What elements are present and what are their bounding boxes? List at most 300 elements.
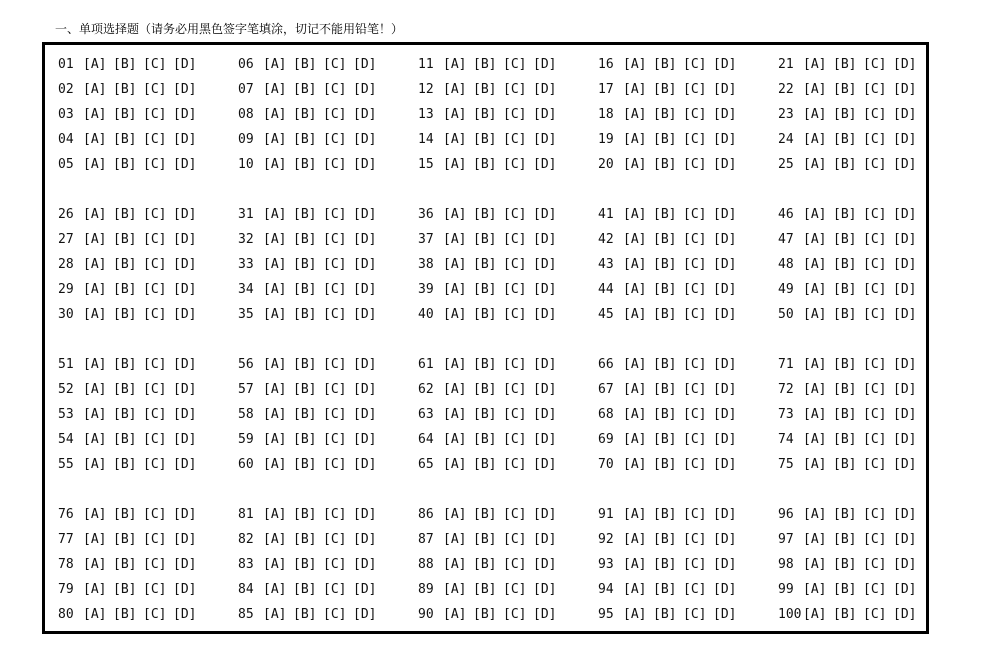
option-c-bubble[interactable]: [C]: [683, 107, 707, 122]
option-d-bubble[interactable]: [D]: [173, 282, 197, 297]
option-c-bubble[interactable]: [C]: [683, 257, 707, 272]
option-d-bubble[interactable]: [D]: [893, 357, 917, 372]
option-c-bubble[interactable]: [C]: [683, 432, 707, 447]
option-a-bubble[interactable]: [A]: [263, 432, 287, 447]
option-c-bubble[interactable]: [C]: [863, 157, 887, 172]
option-b-bubble[interactable]: [B]: [653, 532, 677, 547]
option-b-bubble[interactable]: [B]: [473, 582, 497, 597]
option-b-bubble[interactable]: [B]: [473, 432, 497, 447]
option-c-bubble[interactable]: [C]: [143, 132, 167, 147]
option-c-bubble[interactable]: [C]: [323, 507, 347, 522]
option-a-bubble[interactable]: [A]: [263, 132, 287, 147]
option-c-bubble[interactable]: [C]: [503, 557, 527, 572]
option-a-bubble[interactable]: [A]: [443, 357, 467, 372]
option-c-bubble[interactable]: [C]: [143, 432, 167, 447]
option-b-bubble[interactable]: [B]: [293, 232, 317, 247]
option-d-bubble[interactable]: [D]: [893, 107, 917, 122]
option-d-bubble[interactable]: [D]: [173, 407, 197, 422]
option-b-bubble[interactable]: [B]: [833, 82, 857, 97]
option-d-bubble[interactable]: [D]: [893, 557, 917, 572]
option-a-bubble[interactable]: [A]: [83, 582, 107, 597]
option-d-bubble[interactable]: [D]: [173, 432, 197, 447]
option-a-bubble[interactable]: [A]: [803, 432, 827, 447]
option-d-bubble[interactable]: [D]: [713, 232, 737, 247]
option-d-bubble[interactable]: [D]: [173, 257, 197, 272]
option-b-bubble[interactable]: [B]: [653, 407, 677, 422]
option-d-bubble[interactable]: [D]: [533, 532, 557, 547]
option-d-bubble[interactable]: [D]: [533, 57, 557, 72]
option-c-bubble[interactable]: [C]: [683, 607, 707, 622]
option-d-bubble[interactable]: [D]: [353, 432, 377, 447]
option-d-bubble[interactable]: [D]: [893, 582, 917, 597]
option-a-bubble[interactable]: [A]: [623, 132, 647, 147]
option-a-bubble[interactable]: [A]: [803, 607, 827, 622]
option-c-bubble[interactable]: [C]: [323, 57, 347, 72]
option-a-bubble[interactable]: [A]: [803, 582, 827, 597]
option-b-bubble[interactable]: [B]: [293, 257, 317, 272]
option-c-bubble[interactable]: [C]: [863, 82, 887, 97]
option-c-bubble[interactable]: [C]: [683, 582, 707, 597]
option-c-bubble[interactable]: [C]: [683, 207, 707, 222]
option-c-bubble[interactable]: [C]: [683, 82, 707, 97]
option-a-bubble[interactable]: [A]: [263, 82, 287, 97]
option-d-bubble[interactable]: [D]: [353, 357, 377, 372]
option-b-bubble[interactable]: [B]: [473, 357, 497, 372]
option-d-bubble[interactable]: [D]: [353, 57, 377, 72]
option-b-bubble[interactable]: [B]: [653, 357, 677, 372]
option-c-bubble[interactable]: [C]: [683, 157, 707, 172]
option-a-bubble[interactable]: [A]: [443, 57, 467, 72]
option-d-bubble[interactable]: [D]: [353, 107, 377, 122]
option-b-bubble[interactable]: [B]: [833, 207, 857, 222]
option-b-bubble[interactable]: [B]: [293, 357, 317, 372]
option-a-bubble[interactable]: [A]: [443, 257, 467, 272]
option-d-bubble[interactable]: [D]: [173, 107, 197, 122]
option-b-bubble[interactable]: [B]: [833, 382, 857, 397]
option-d-bubble[interactable]: [D]: [713, 457, 737, 472]
option-c-bubble[interactable]: [C]: [503, 532, 527, 547]
option-d-bubble[interactable]: [D]: [533, 257, 557, 272]
option-d-bubble[interactable]: [D]: [533, 132, 557, 147]
option-d-bubble[interactable]: [D]: [173, 557, 197, 572]
option-b-bubble[interactable]: [B]: [293, 407, 317, 422]
option-c-bubble[interactable]: [C]: [683, 357, 707, 372]
option-b-bubble[interactable]: [B]: [833, 57, 857, 72]
option-a-bubble[interactable]: [A]: [803, 407, 827, 422]
option-a-bubble[interactable]: [A]: [83, 207, 107, 222]
option-d-bubble[interactable]: [D]: [713, 282, 737, 297]
option-b-bubble[interactable]: [B]: [473, 557, 497, 572]
option-a-bubble[interactable]: [A]: [83, 507, 107, 522]
option-d-bubble[interactable]: [D]: [353, 82, 377, 97]
option-d-bubble[interactable]: [D]: [173, 57, 197, 72]
option-d-bubble[interactable]: [D]: [353, 232, 377, 247]
option-a-bubble[interactable]: [A]: [443, 607, 467, 622]
option-c-bubble[interactable]: [C]: [323, 157, 347, 172]
option-d-bubble[interactable]: [D]: [353, 257, 377, 272]
option-c-bubble[interactable]: [C]: [143, 232, 167, 247]
option-c-bubble[interactable]: [C]: [323, 307, 347, 322]
option-d-bubble[interactable]: [D]: [713, 382, 737, 397]
option-c-bubble[interactable]: [C]: [683, 557, 707, 572]
option-c-bubble[interactable]: [C]: [143, 407, 167, 422]
option-b-bubble[interactable]: [B]: [113, 57, 137, 72]
option-d-bubble[interactable]: [D]: [713, 107, 737, 122]
option-d-bubble[interactable]: [D]: [713, 57, 737, 72]
option-b-bubble[interactable]: [B]: [653, 557, 677, 572]
option-c-bubble[interactable]: [C]: [503, 107, 527, 122]
option-d-bubble[interactable]: [D]: [893, 282, 917, 297]
option-c-bubble[interactable]: [C]: [683, 382, 707, 397]
option-c-bubble[interactable]: [C]: [143, 57, 167, 72]
option-d-bubble[interactable]: [D]: [713, 307, 737, 322]
option-a-bubble[interactable]: [A]: [83, 532, 107, 547]
option-d-bubble[interactable]: [D]: [713, 507, 737, 522]
option-d-bubble[interactable]: [D]: [713, 132, 737, 147]
option-b-bubble[interactable]: [B]: [473, 457, 497, 472]
option-a-bubble[interactable]: [A]: [443, 507, 467, 522]
option-b-bubble[interactable]: [B]: [833, 407, 857, 422]
option-c-bubble[interactable]: [C]: [683, 532, 707, 547]
option-d-bubble[interactable]: [D]: [893, 507, 917, 522]
option-a-bubble[interactable]: [A]: [83, 457, 107, 472]
option-d-bubble[interactable]: [D]: [353, 157, 377, 172]
option-b-bubble[interactable]: [B]: [653, 432, 677, 447]
option-a-bubble[interactable]: [A]: [803, 157, 827, 172]
option-c-bubble[interactable]: [C]: [143, 157, 167, 172]
option-d-bubble[interactable]: [D]: [713, 532, 737, 547]
option-c-bubble[interactable]: [C]: [143, 582, 167, 597]
option-d-bubble[interactable]: [D]: [893, 57, 917, 72]
option-c-bubble[interactable]: [C]: [143, 107, 167, 122]
option-d-bubble[interactable]: [D]: [893, 207, 917, 222]
option-a-bubble[interactable]: [A]: [803, 557, 827, 572]
option-b-bubble[interactable]: [B]: [653, 507, 677, 522]
option-a-bubble[interactable]: [A]: [443, 107, 467, 122]
option-d-bubble[interactable]: [D]: [173, 307, 197, 322]
option-d-bubble[interactable]: [D]: [533, 207, 557, 222]
option-d-bubble[interactable]: [D]: [893, 532, 917, 547]
option-d-bubble[interactable]: [D]: [533, 582, 557, 597]
option-c-bubble[interactable]: [C]: [503, 582, 527, 597]
option-d-bubble[interactable]: [D]: [173, 132, 197, 147]
option-d-bubble[interactable]: [D]: [173, 82, 197, 97]
option-b-bubble[interactable]: [B]: [473, 257, 497, 272]
option-c-bubble[interactable]: [C]: [323, 107, 347, 122]
option-a-bubble[interactable]: [A]: [623, 257, 647, 272]
option-b-bubble[interactable]: [B]: [473, 157, 497, 172]
option-d-bubble[interactable]: [D]: [173, 157, 197, 172]
option-c-bubble[interactable]: [C]: [683, 132, 707, 147]
option-a-bubble[interactable]: [A]: [803, 307, 827, 322]
option-a-bubble[interactable]: [A]: [623, 82, 647, 97]
option-d-bubble[interactable]: [D]: [353, 382, 377, 397]
option-c-bubble[interactable]: [C]: [683, 407, 707, 422]
option-d-bubble[interactable]: [D]: [173, 607, 197, 622]
option-d-bubble[interactable]: [D]: [713, 82, 737, 97]
option-d-bubble[interactable]: [D]: [353, 282, 377, 297]
option-c-bubble[interactable]: [C]: [503, 307, 527, 322]
option-a-bubble[interactable]: [A]: [263, 57, 287, 72]
option-a-bubble[interactable]: [A]: [443, 407, 467, 422]
option-c-bubble[interactable]: [C]: [863, 57, 887, 72]
option-b-bubble[interactable]: [B]: [473, 607, 497, 622]
option-a-bubble[interactable]: [A]: [263, 457, 287, 472]
option-b-bubble[interactable]: [B]: [293, 582, 317, 597]
option-a-bubble[interactable]: [A]: [443, 232, 467, 247]
option-b-bubble[interactable]: [B]: [293, 307, 317, 322]
option-a-bubble[interactable]: [A]: [803, 457, 827, 472]
option-c-bubble[interactable]: [C]: [143, 457, 167, 472]
option-b-bubble[interactable]: [B]: [833, 607, 857, 622]
option-d-bubble[interactable]: [D]: [353, 507, 377, 522]
option-c-bubble[interactable]: [C]: [503, 207, 527, 222]
option-a-bubble[interactable]: [A]: [263, 207, 287, 222]
option-a-bubble[interactable]: [A]: [443, 532, 467, 547]
option-d-bubble[interactable]: [D]: [353, 457, 377, 472]
option-b-bubble[interactable]: [B]: [473, 307, 497, 322]
option-d-bubble[interactable]: [D]: [533, 382, 557, 397]
option-d-bubble[interactable]: [D]: [893, 307, 917, 322]
option-b-bubble[interactable]: [B]: [113, 532, 137, 547]
option-d-bubble[interactable]: [D]: [713, 432, 737, 447]
option-d-bubble[interactable]: [D]: [533, 432, 557, 447]
option-c-bubble[interactable]: [C]: [683, 457, 707, 472]
option-c-bubble[interactable]: [C]: [323, 532, 347, 547]
option-b-bubble[interactable]: [B]: [293, 457, 317, 472]
option-a-bubble[interactable]: [A]: [263, 357, 287, 372]
option-b-bubble[interactable]: [B]: [653, 232, 677, 247]
option-b-bubble[interactable]: [B]: [113, 357, 137, 372]
option-c-bubble[interactable]: [C]: [323, 232, 347, 247]
option-c-bubble[interactable]: [C]: [863, 557, 887, 572]
option-b-bubble[interactable]: [B]: [833, 282, 857, 297]
option-a-bubble[interactable]: [A]: [263, 607, 287, 622]
option-d-bubble[interactable]: [D]: [893, 607, 917, 622]
option-a-bubble[interactable]: [A]: [623, 157, 647, 172]
option-a-bubble[interactable]: [A]: [443, 82, 467, 97]
option-d-bubble[interactable]: [D]: [533, 357, 557, 372]
option-a-bubble[interactable]: [A]: [623, 307, 647, 322]
option-b-bubble[interactable]: [B]: [833, 157, 857, 172]
option-b-bubble[interactable]: [B]: [653, 582, 677, 597]
option-c-bubble[interactable]: [C]: [683, 232, 707, 247]
option-d-bubble[interactable]: [D]: [533, 82, 557, 97]
option-b-bubble[interactable]: [B]: [473, 407, 497, 422]
option-b-bubble[interactable]: [B]: [653, 382, 677, 397]
option-a-bubble[interactable]: [A]: [263, 532, 287, 547]
option-d-bubble[interactable]: [D]: [173, 507, 197, 522]
option-a-bubble[interactable]: [A]: [443, 457, 467, 472]
option-c-bubble[interactable]: [C]: [863, 307, 887, 322]
option-b-bubble[interactable]: [B]: [653, 132, 677, 147]
option-a-bubble[interactable]: [A]: [263, 307, 287, 322]
option-b-bubble[interactable]: [B]: [113, 107, 137, 122]
option-b-bubble[interactable]: [B]: [653, 82, 677, 97]
option-d-bubble[interactable]: [D]: [893, 82, 917, 97]
option-d-bubble[interactable]: [D]: [533, 457, 557, 472]
option-a-bubble[interactable]: [A]: [803, 282, 827, 297]
option-d-bubble[interactable]: [D]: [533, 107, 557, 122]
option-d-bubble[interactable]: [D]: [893, 407, 917, 422]
option-d-bubble[interactable]: [D]: [173, 357, 197, 372]
option-b-bubble[interactable]: [B]: [653, 457, 677, 472]
option-b-bubble[interactable]: [B]: [113, 257, 137, 272]
option-b-bubble[interactable]: [B]: [293, 382, 317, 397]
option-a-bubble[interactable]: [A]: [443, 432, 467, 447]
option-a-bubble[interactable]: [A]: [803, 107, 827, 122]
option-c-bubble[interactable]: [C]: [503, 282, 527, 297]
option-c-bubble[interactable]: [C]: [323, 607, 347, 622]
option-b-bubble[interactable]: [B]: [653, 157, 677, 172]
option-a-bubble[interactable]: [A]: [83, 407, 107, 422]
option-c-bubble[interactable]: [C]: [323, 557, 347, 572]
option-c-bubble[interactable]: [C]: [143, 507, 167, 522]
option-b-bubble[interactable]: [B]: [833, 457, 857, 472]
option-b-bubble[interactable]: [B]: [653, 257, 677, 272]
option-d-bubble[interactable]: [D]: [533, 282, 557, 297]
option-b-bubble[interactable]: [B]: [473, 507, 497, 522]
option-c-bubble[interactable]: [C]: [503, 357, 527, 372]
option-a-bubble[interactable]: [A]: [803, 82, 827, 97]
option-b-bubble[interactable]: [B]: [833, 132, 857, 147]
option-c-bubble[interactable]: [C]: [143, 382, 167, 397]
option-b-bubble[interactable]: [B]: [293, 82, 317, 97]
option-c-bubble[interactable]: [C]: [503, 57, 527, 72]
option-a-bubble[interactable]: [A]: [263, 557, 287, 572]
option-b-bubble[interactable]: [B]: [833, 532, 857, 547]
option-d-bubble[interactable]: [D]: [173, 582, 197, 597]
option-b-bubble[interactable]: [B]: [473, 232, 497, 247]
option-d-bubble[interactable]: [D]: [893, 132, 917, 147]
option-c-bubble[interactable]: [C]: [323, 282, 347, 297]
option-a-bubble[interactable]: [A]: [623, 107, 647, 122]
option-c-bubble[interactable]: [C]: [863, 282, 887, 297]
option-b-bubble[interactable]: [B]: [293, 132, 317, 147]
option-a-bubble[interactable]: [A]: [443, 382, 467, 397]
option-b-bubble[interactable]: [B]: [293, 607, 317, 622]
option-b-bubble[interactable]: [B]: [113, 157, 137, 172]
option-c-bubble[interactable]: [C]: [503, 257, 527, 272]
option-a-bubble[interactable]: [A]: [623, 282, 647, 297]
option-c-bubble[interactable]: [C]: [863, 107, 887, 122]
option-a-bubble[interactable]: [A]: [83, 607, 107, 622]
option-d-bubble[interactable]: [D]: [893, 457, 917, 472]
option-b-bubble[interactable]: [B]: [473, 107, 497, 122]
option-b-bubble[interactable]: [B]: [473, 57, 497, 72]
option-a-bubble[interactable]: [A]: [623, 532, 647, 547]
option-a-bubble[interactable]: [A]: [623, 357, 647, 372]
option-d-bubble[interactable]: [D]: [353, 607, 377, 622]
option-a-bubble[interactable]: [A]: [623, 207, 647, 222]
option-c-bubble[interactable]: [C]: [503, 157, 527, 172]
option-c-bubble[interactable]: [C]: [323, 582, 347, 597]
option-b-bubble[interactable]: [B]: [653, 607, 677, 622]
option-b-bubble[interactable]: [B]: [833, 107, 857, 122]
option-c-bubble[interactable]: [C]: [863, 257, 887, 272]
option-a-bubble[interactable]: [A]: [623, 607, 647, 622]
option-b-bubble[interactable]: [B]: [833, 507, 857, 522]
option-c-bubble[interactable]: [C]: [503, 407, 527, 422]
option-b-bubble[interactable]: [B]: [653, 207, 677, 222]
option-d-bubble[interactable]: [D]: [893, 382, 917, 397]
option-a-bubble[interactable]: [A]: [623, 407, 647, 422]
option-b-bubble[interactable]: [B]: [113, 582, 137, 597]
option-d-bubble[interactable]: [D]: [713, 257, 737, 272]
option-c-bubble[interactable]: [C]: [323, 432, 347, 447]
option-d-bubble[interactable]: [D]: [533, 407, 557, 422]
option-c-bubble[interactable]: [C]: [863, 582, 887, 597]
option-d-bubble[interactable]: [D]: [353, 307, 377, 322]
option-d-bubble[interactable]: [D]: [893, 232, 917, 247]
option-b-bubble[interactable]: [B]: [653, 107, 677, 122]
option-c-bubble[interactable]: [C]: [323, 407, 347, 422]
option-a-bubble[interactable]: [A]: [83, 232, 107, 247]
option-c-bubble[interactable]: [C]: [863, 457, 887, 472]
option-a-bubble[interactable]: [A]: [263, 382, 287, 397]
option-d-bubble[interactable]: [D]: [173, 457, 197, 472]
option-d-bubble[interactable]: [D]: [353, 207, 377, 222]
option-d-bubble[interactable]: [D]: [173, 382, 197, 397]
option-d-bubble[interactable]: [D]: [533, 607, 557, 622]
option-c-bubble[interactable]: [C]: [683, 307, 707, 322]
option-c-bubble[interactable]: [C]: [143, 557, 167, 572]
option-b-bubble[interactable]: [B]: [113, 607, 137, 622]
option-c-bubble[interactable]: [C]: [683, 57, 707, 72]
option-c-bubble[interactable]: [C]: [683, 507, 707, 522]
option-a-bubble[interactable]: [A]: [263, 282, 287, 297]
option-a-bubble[interactable]: [A]: [623, 582, 647, 597]
option-b-bubble[interactable]: [B]: [113, 232, 137, 247]
option-c-bubble[interactable]: [C]: [503, 382, 527, 397]
option-c-bubble[interactable]: [C]: [143, 207, 167, 222]
option-b-bubble[interactable]: [B]: [113, 132, 137, 147]
option-b-bubble[interactable]: [B]: [113, 457, 137, 472]
option-a-bubble[interactable]: [A]: [623, 457, 647, 472]
option-a-bubble[interactable]: [A]: [803, 532, 827, 547]
option-b-bubble[interactable]: [B]: [293, 57, 317, 72]
option-a-bubble[interactable]: [A]: [263, 507, 287, 522]
option-c-bubble[interactable]: [C]: [143, 282, 167, 297]
option-b-bubble[interactable]: [B]: [833, 232, 857, 247]
option-c-bubble[interactable]: [C]: [323, 382, 347, 397]
option-a-bubble[interactable]: [A]: [803, 257, 827, 272]
option-a-bubble[interactable]: [A]: [83, 57, 107, 72]
option-a-bubble[interactable]: [A]: [443, 132, 467, 147]
option-c-bubble[interactable]: [C]: [863, 207, 887, 222]
option-b-bubble[interactable]: [B]: [473, 382, 497, 397]
option-d-bubble[interactable]: [D]: [713, 207, 737, 222]
option-a-bubble[interactable]: [A]: [803, 207, 827, 222]
option-c-bubble[interactable]: [C]: [683, 282, 707, 297]
option-d-bubble[interactable]: [D]: [173, 207, 197, 222]
option-b-bubble[interactable]: [B]: [293, 432, 317, 447]
option-c-bubble[interactable]: [C]: [503, 132, 527, 147]
option-a-bubble[interactable]: [A]: [803, 382, 827, 397]
option-a-bubble[interactable]: [A]: [443, 582, 467, 597]
option-d-bubble[interactable]: [D]: [353, 132, 377, 147]
option-a-bubble[interactable]: [A]: [623, 382, 647, 397]
option-a-bubble[interactable]: [A]: [803, 57, 827, 72]
option-a-bubble[interactable]: [A]: [83, 307, 107, 322]
option-d-bubble[interactable]: [D]: [533, 557, 557, 572]
option-c-bubble[interactable]: [C]: [863, 432, 887, 447]
option-c-bubble[interactable]: [C]: [863, 607, 887, 622]
option-a-bubble[interactable]: [A]: [443, 282, 467, 297]
option-d-bubble[interactable]: [D]: [353, 582, 377, 597]
option-a-bubble[interactable]: [A]: [83, 282, 107, 297]
option-d-bubble[interactable]: [D]: [173, 532, 197, 547]
